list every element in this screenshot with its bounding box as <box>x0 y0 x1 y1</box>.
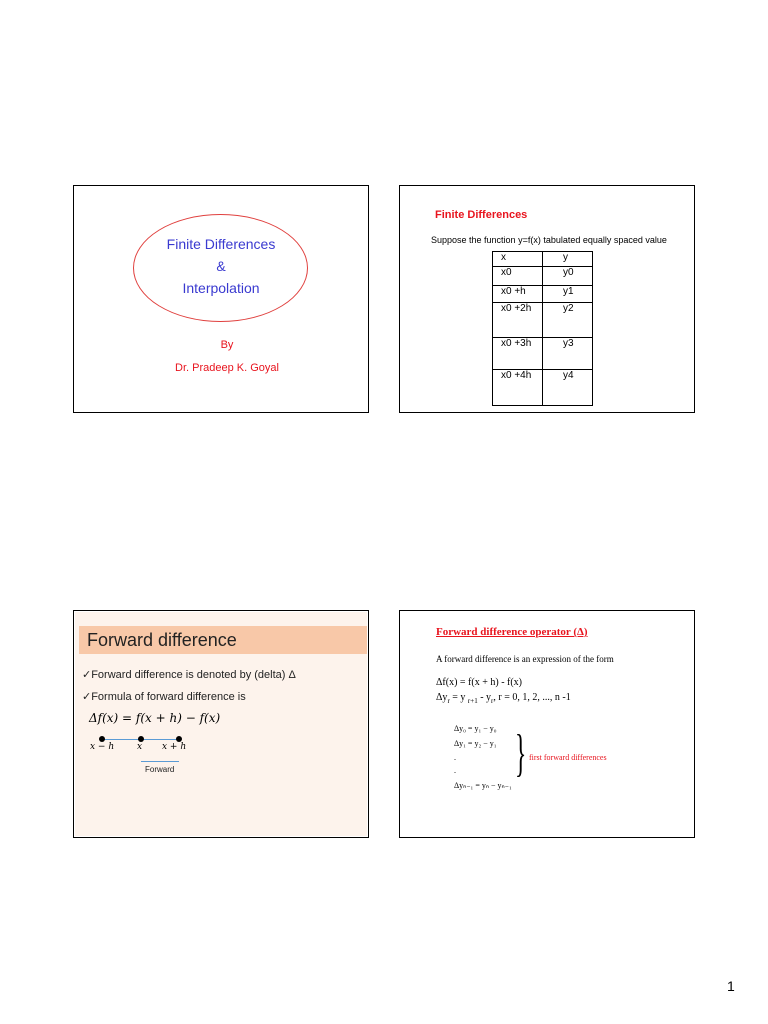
table-cell: y3 <box>543 338 593 370</box>
by-label: By <box>220 339 234 351</box>
difference-eq-1: Δy₀ = y₁ − y₀ <box>454 724 497 733</box>
slide-finite-differences <box>399 185 695 413</box>
table-row <box>493 286 593 303</box>
table-cell: x0 +h <box>493 286 543 303</box>
slide2-title: Finite Differences <box>435 209 528 221</box>
label-x-plus-h: x + h <box>162 742 187 752</box>
slide-forward-difference <box>73 610 369 838</box>
table-cell: x0 +2h <box>493 303 543 338</box>
slide4-title: Forward difference operator (Δ) <box>436 626 588 638</box>
table-cell: x0 <box>493 267 543 286</box>
table-row <box>493 370 593 406</box>
header-x: x <box>493 252 543 267</box>
table-cell: y4 <box>543 370 593 406</box>
table-row <box>493 267 593 286</box>
ellipsis-dot: . <box>454 753 456 762</box>
line2-part: , r = 0, 1, 2, ..., n -1 <box>493 692 571 703</box>
table-cell: y0 <box>543 267 593 286</box>
ellipsis-dot: . <box>454 766 456 775</box>
author-name: Dr. Pradeep K. Goyal <box>175 362 279 374</box>
table-row <box>493 338 593 370</box>
line2-part: - y <box>477 692 492 703</box>
title-line-2: & <box>216 258 226 274</box>
forward-line <box>141 761 179 762</box>
slide3-header-band <box>79 626 367 654</box>
line2-part: Δy <box>436 692 448 703</box>
table-cell: x0 +4h <box>493 370 543 406</box>
header-y: y <box>543 252 593 267</box>
forward-label: Forward <box>145 765 175 774</box>
table-header-row <box>493 252 593 267</box>
title-line-1: Finite Differences <box>166 236 276 252</box>
page-number: 1 <box>727 978 735 994</box>
table-cell: y1 <box>543 286 593 303</box>
line2-part: r+1 <box>467 697 478 705</box>
slide4-intro: A forward difference is an expression of the form <box>436 654 614 664</box>
table-row <box>493 303 593 338</box>
table-cell: x0 +3h <box>493 338 543 370</box>
bullet-1: ✓Forward difference is denoted by (delta) Δ <box>82 669 296 681</box>
difference-eq-last: Δyₙ₋₁ = yₙ − yₙ₋₁ <box>454 781 512 790</box>
difference-eq-2: Δy₁ = y₂ − y₁ <box>454 739 497 748</box>
first-forward-label: first forward differences <box>529 753 607 762</box>
slide3-title: Forward difference <box>87 630 237 650</box>
slide4-line1: Δf(x) = f(x + h) - f(x) <box>436 677 523 688</box>
slide2-description: Suppose the function y=f(x) tabulated equally spaced value <box>431 235 667 245</box>
slide-forward-operator <box>399 610 695 838</box>
table-cell: y2 <box>543 303 593 338</box>
label-x-minus-h: x − h <box>90 742 115 752</box>
label-x: x <box>137 742 143 752</box>
brace-icon: } <box>515 725 527 782</box>
slide-title <box>73 185 369 413</box>
forward-formula: Δf(x) = f(x + h) − f(x) <box>89 711 221 725</box>
bullet-2: ✓Formula of forward difference is <box>82 691 246 703</box>
line2-part: r <box>491 697 494 705</box>
line2-part: r <box>447 697 450 705</box>
title-line-3: Interpolation <box>182 280 260 296</box>
slide4-line2 <box>436 692 571 705</box>
values-table <box>492 251 593 406</box>
line2-part: = y <box>449 692 468 703</box>
